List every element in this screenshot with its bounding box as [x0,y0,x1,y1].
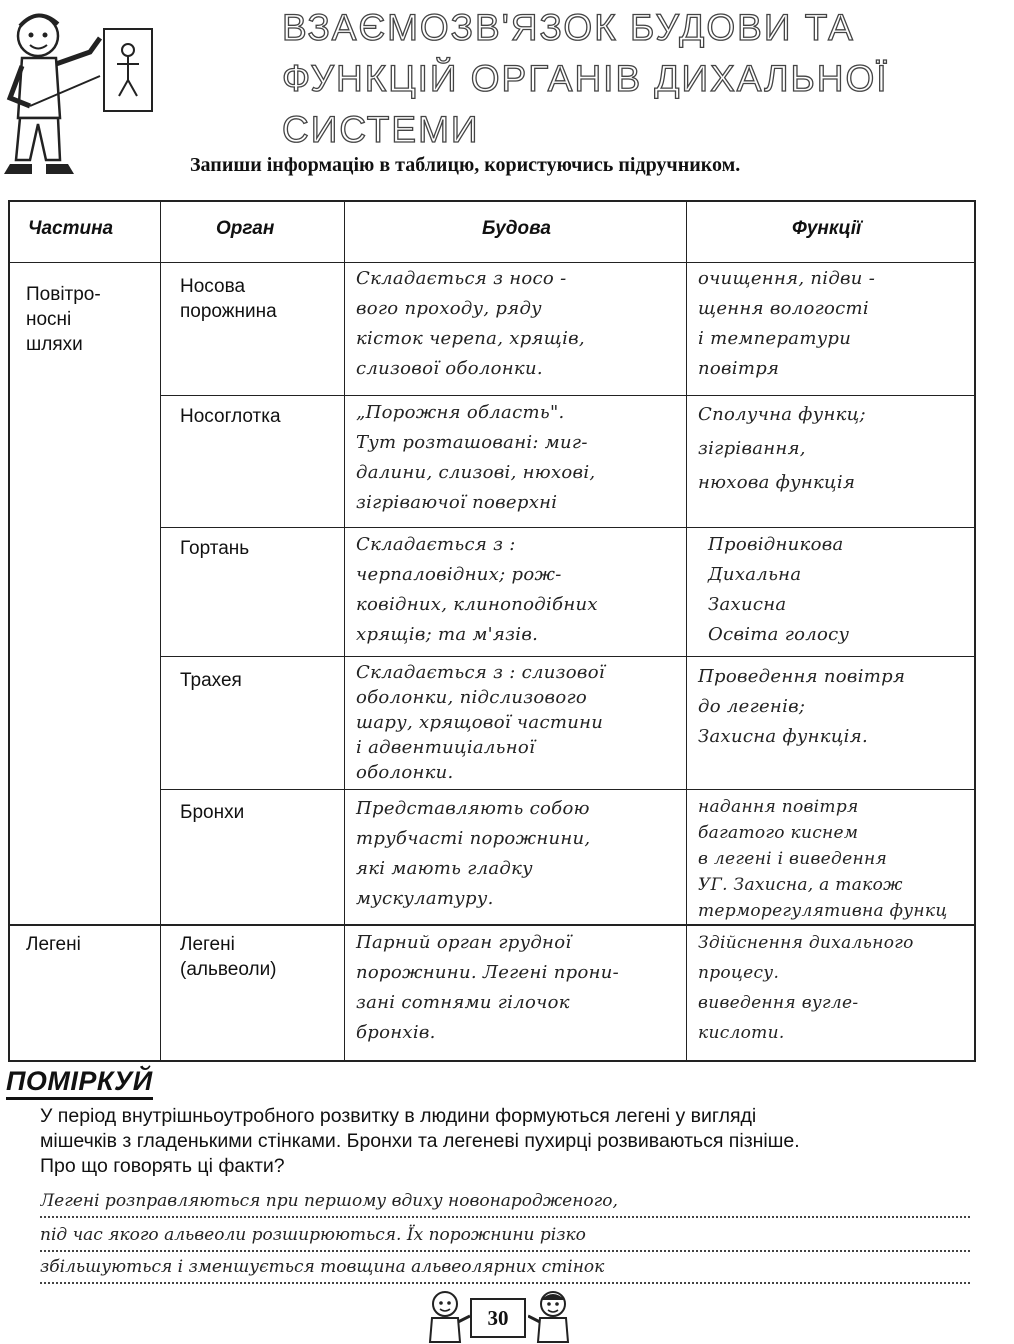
handwriting-line: Провідникова [708,534,844,555]
handwriting-line: Складається з носо - [356,268,567,289]
handwriting-line: зігрівання, [698,438,806,459]
answer-line: під час якого альвеоли розширюються. Їх порожнини різко [40,1220,970,1252]
handwriting-line: Захисна функція. [698,726,868,747]
handwriting-line: щення вологості [698,298,869,319]
handwriting-line: кісток черепа, хрящів, [356,328,585,349]
handwriting-line: мускулатуру. [356,888,494,909]
section-divider [10,924,974,926]
handwriting-line: багатого киснем [698,823,859,843]
part-lungs: Легені [26,934,81,955]
stick-figure-icon [105,30,151,110]
page-number: 30 [470,1298,526,1338]
header-part: Частина [28,218,114,239]
handwriting-line: повітря [698,358,780,379]
page-title [282,2,922,155]
structure-larynx [356,530,598,650]
handwriting-line: порожнини. Легені прони- [356,962,620,983]
title-line-3: СИСТЕМИ [282,109,480,150]
handwriting-line: Дихальна [708,564,802,585]
organ-trachea: Трахея [180,670,242,691]
col-divider [160,202,161,1060]
organ-lungs-alveoli: Легені (альвеоли) [180,934,277,980]
structure-bronchi [356,794,590,914]
structure-lungs [356,928,619,1048]
handwriting-line: хрящів; та м'язів. [356,624,539,645]
handwriting-line: кислоти. [698,1023,785,1043]
handwriting-line: які мають гладку [356,858,533,879]
function-larynx [708,530,849,650]
handwriting-line: Проведення повітря [698,666,906,687]
part-airways: Повітро- носні шляхи [26,284,101,355]
handwriting-line: Захисна [708,594,787,615]
function-trachea [698,662,905,752]
handwriting-line: шару, хрящової частини [356,712,604,733]
skeleton-poster [103,28,153,112]
col-divider [686,202,687,1060]
row-divider [160,395,974,396]
handwriting-line: черпаловідних; рож- [356,564,562,585]
function-nasal-cavity [698,264,875,384]
handwriting-line: Сполучна функц; [698,404,866,425]
handwriting-line: трубчасті порожнини, [356,828,591,849]
handwriting-line: і температури [698,328,852,349]
think-heading: ПОМІРКУЙ [6,1066,153,1100]
handwriting-line: Здійснення дихального [698,933,914,953]
handwriting-line: ковідних, клиноподібних [356,594,598,615]
handwriting-line: виведення вугле- [698,993,859,1013]
answer-line: Легені розправляються при першому вдиху новонародженого, [40,1186,970,1218]
handwriting-line: терморегулятивна функц [698,901,948,921]
row-divider [160,527,974,528]
structure-nasopharynx [356,398,595,518]
function-bronchi [698,794,948,924]
handwriting-line: оболонки, підслизового [356,687,587,708]
question-line: Про що говорять ці факти? [40,1155,285,1177]
title-line-1: ВЗАЄМОЗВ'ЯЗОК БУДОВИ ТА [282,7,855,48]
handwriting-line: Освіта голосу [708,624,850,645]
answer-line: збільшуються і зменшується товщина альвеолярних стінок [40,1252,970,1284]
question-line: У період внутрішньоутробного розвитку в людини формуються легені у вигляді [40,1105,757,1127]
handwriting-line: УГ. Захисна, а також [698,875,903,895]
organ-bronchi: Бронхи [180,802,245,823]
handwriting-line: Складається з : [356,534,516,555]
think-question [40,1104,990,1179]
handwriting-line: Тут розташовані: миг- [356,432,588,453]
handwriting-line: „Порожня область". [356,402,565,423]
header-function: Функції [792,218,862,239]
header-divider [10,262,974,263]
organ-nasal-cavity: Носова порожнина [180,276,277,322]
handwriting-line: бронхів. [356,1022,436,1043]
handwriting-line: вого проходу, ряду [356,298,542,319]
handwriting-line: нюхова функція [698,472,856,493]
function-lungs [698,928,914,1048]
kid-left-illustration [420,1288,470,1344]
function-nasopharynx [698,398,866,500]
structure-trachea [356,660,605,785]
question-line: мішечків з гладенькими стінками. Бронхи та легеневі пухирці розвиваються пізніше. [40,1130,800,1152]
row-divider [160,656,974,657]
title-line-2: ФУНКЦІЙ ОРГАНІВ ДИХАЛЬНОЇ [282,58,889,99]
handwriting-line: Представляють собою [356,798,590,819]
handwriting-line: зігріваючої поверхні [356,492,558,513]
handwriting-line: надання повітря [698,797,859,817]
header-structure: Будова [482,218,551,239]
instruction-text: Запиши інформацію в таблицю, користуючись підручником. [190,154,741,176]
handwriting-line: до легенів; [698,696,806,717]
handwriting-line: Складається з : слизової [356,662,605,683]
kid-right-illustration [528,1288,578,1344]
organ-larynx: Гортань [180,538,250,559]
handwriting-line: слизової оболонки. [356,358,543,379]
handwriting-line: процесу. [698,963,780,983]
handwriting-line: оболонки. [356,762,454,783]
handwriting-line: очищення, підви - [698,268,876,289]
structure-nasal-cavity [356,264,585,384]
handwriting-line: зані сотнями гілочок [356,992,570,1013]
handwriting-line: і адвентиціальної [356,737,536,758]
header-organ: Орган [216,218,275,239]
handwriting-line: Парний орган грудної [356,932,572,953]
col-divider [344,202,345,1060]
handwriting-line: далини, слизові, нюхові, [356,462,596,483]
row-divider [160,789,974,790]
handwriting-line: в легені і виведення [698,849,887,869]
respiratory-table [8,200,976,1062]
organ-nasopharynx: Носоглотка [180,406,281,427]
